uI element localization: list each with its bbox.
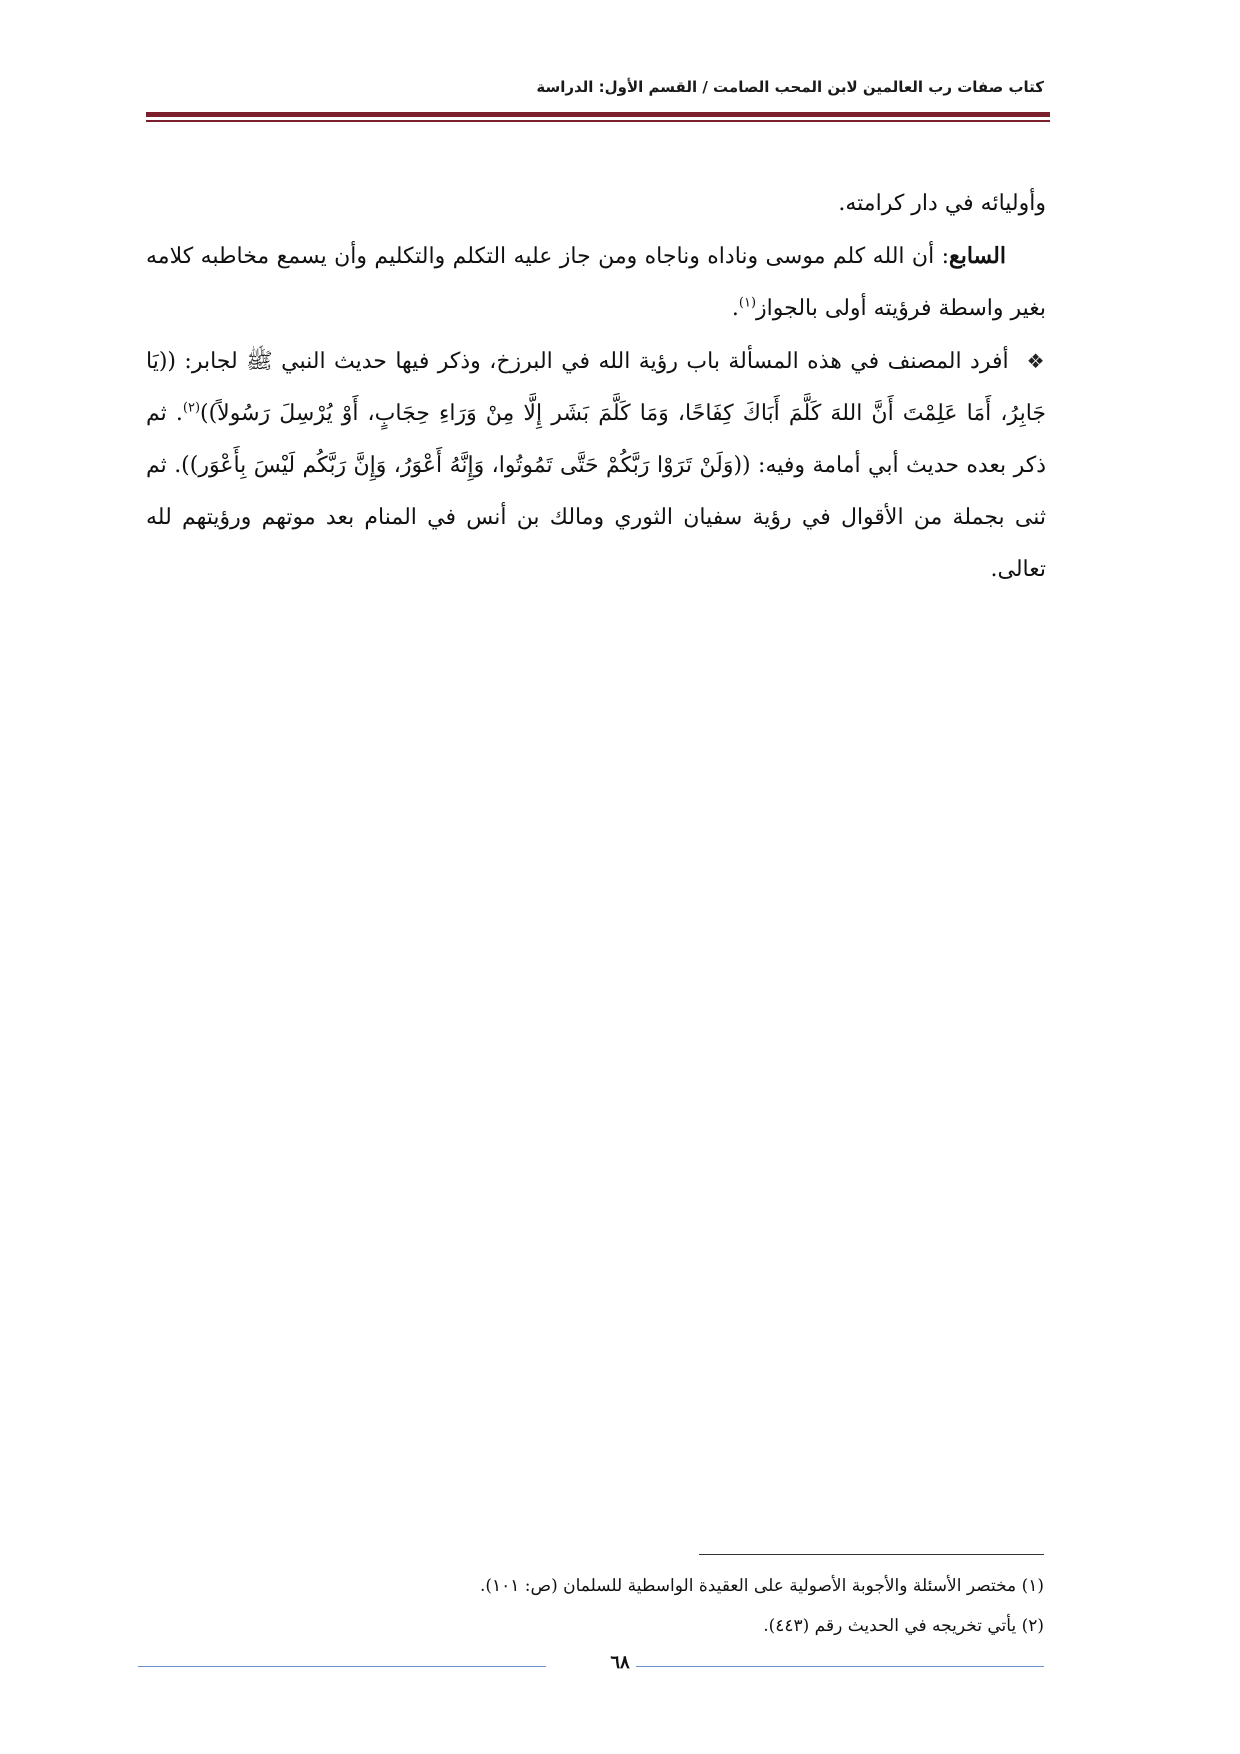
footer-rule-left [138,1666,546,1667]
page-number: ٦٨ [610,1652,630,1673]
term-seventh: السابع [949,243,1006,269]
header-rule-thick [146,112,1050,117]
footnote-2: (٢) يأتي تخريجه في الحديث رقم (٤٤٣). [763,1616,1044,1636]
paragraph-3-text-a: أفرد المصنف في هذه المسألة باب رؤية الله في البرزخ، وذكر فيها حديث النبي ﷺ لجابر: ((يَا جَابِرُ، أَمَا عَلِمْتَ أَنَّ اللهَ كَلَّمَ أَبَاكَ كِفَاحًا، وَمَا كَلَّمَ بَشَر إِلَّا مِنْ وَرَاءِ حِجَابٍ، أَوْ يُرْسِلَ رَسُولاً)) [146,349,1046,426]
footnote-1: (١) مختصر الأسئلة والأجوبة الأصولية على العقيدة الواسطية للسلمان (ص: ١٠١). [479,1576,1044,1596]
footnote-separator [699,1554,1044,1555]
footnote-ref-1[interactable]: (١) [738,295,757,311]
paragraph-2-text: : أن الله كلم موسى وناداه وناجاه ومن جاز عليه التكلم والتكليم وأن يسمع مخاطبه كلامه بغير واسطة فرؤيته أولى بالجواز [146,244,1046,321]
paragraph-2-end: . [731,296,739,321]
bullet-icon: ❖ [1026,349,1046,373]
paragraph-1: وأوليائه في دار كرامته. [838,191,1046,216]
paragraph-3-text-b: . ثم ذكر بعده حديث أبي أمامة وفيه: ((وَلَنْ تَرَوْا رَبَّكُمْ حَتَّى تَمُوتُوا، وَإِنَّهُ أَعْوَرُ، وَإِنَّ رَبَّكُم لَيْسَ بِأَعْوَر)). ثم ثنى بجملة من الأقوال في رؤية سفيان الثوري ومالك بن أنس في المنام بعد موتهم ورؤيتهم لله تعالى. [146,401,1046,582]
main-text [146,178,1046,596]
header-rule-thin [146,120,1050,122]
paragraph-2 [146,230,1046,335]
paragraph-3 [146,335,1046,596]
footnote-ref-2[interactable]: (٢) [182,400,201,416]
footnotes [184,1566,1044,1646]
running-header: كتاب صفات رب العالمين لابن المحب الصامت / القسم الأول: الدراسة [536,78,1044,96]
